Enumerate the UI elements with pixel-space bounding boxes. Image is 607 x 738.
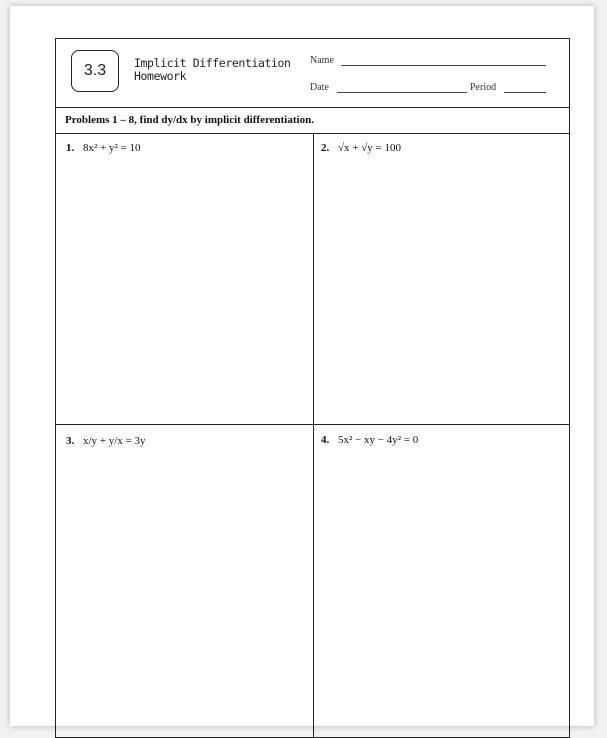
date-label: Date — [310, 82, 329, 93]
worksheet-frame — [55, 38, 570, 738]
instructions: Problems 1 – 8, find dy/dx by implicit differentiation. — [65, 114, 314, 126]
date-blank-line — [337, 92, 467, 93]
problem-3-equation: x/y + y/x = 3y — [83, 435, 146, 447]
worksheet-title — [134, 57, 291, 83]
problem-4-number: 4. — [321, 434, 330, 446]
lesson-number-box — [71, 50, 119, 92]
problem-4 — [321, 434, 418, 446]
problem-3 — [66, 435, 146, 447]
header-divider — [56, 107, 569, 108]
name-label: Name — [310, 55, 334, 66]
column-divider — [313, 133, 314, 737]
worksheet-page — [10, 6, 594, 726]
problem-2-number: 2. — [321, 142, 330, 154]
problem-1-equation: 8x² + y² = 10 — [83, 142, 141, 154]
period-blank-line — [504, 92, 546, 93]
problem-2-equation: √x + √y = 100 — [338, 142, 401, 154]
lesson-number: 3.3 — [83, 62, 107, 79]
problem-2 — [321, 142, 401, 154]
title-line-2: Homework — [134, 69, 187, 83]
row-divider — [56, 424, 569, 425]
problem-4-equation: 5x² − xy − 4y² = 0 — [338, 434, 419, 446]
problem-1 — [66, 142, 141, 154]
problem-3-number: 3. — [66, 435, 75, 447]
period-label: Period — [470, 82, 497, 93]
name-blank-line — [341, 65, 546, 66]
title-line-1: Implicit Differentiation — [134, 56, 291, 70]
problem-1-number: 1. — [66, 142, 75, 154]
